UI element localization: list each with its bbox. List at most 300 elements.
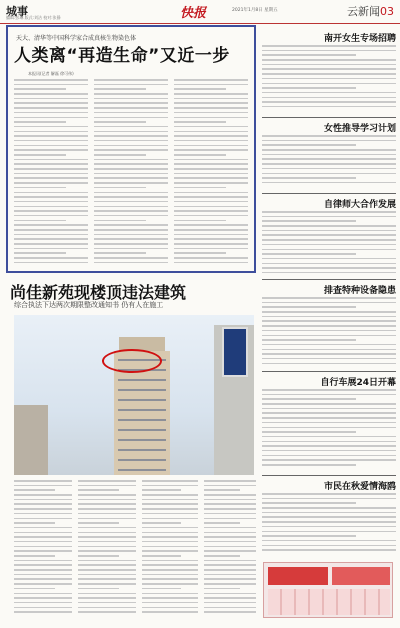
- text-line: [262, 320, 396, 322]
- text-line: [262, 464, 356, 466]
- text-line: [14, 560, 72, 562]
- text-line: [262, 68, 396, 70]
- text-line: [262, 507, 396, 509]
- text-line: [14, 224, 88, 226]
- text-line: [14, 149, 88, 151]
- text-line: [262, 177, 356, 179]
- text-line: [262, 144, 356, 146]
- text-line: [14, 536, 72, 538]
- text-line: [262, 239, 396, 241]
- text-line: [204, 597, 256, 599]
- text-line: [174, 224, 248, 226]
- text-line: [94, 154, 146, 156]
- text-line: [78, 546, 136, 548]
- text-line: [142, 536, 198, 538]
- advertisement[interactable]: [263, 562, 393, 618]
- text-line: [262, 64, 396, 66]
- brief-divider: [262, 475, 396, 476]
- text-line: [94, 187, 146, 189]
- text-line: [174, 262, 248, 264]
- text-line: [94, 84, 168, 86]
- text-line: [14, 578, 72, 580]
- text-line: [94, 248, 168, 250]
- text-line: [94, 262, 168, 264]
- text-line: [14, 215, 88, 217]
- text-line: [142, 607, 198, 609]
- text-line: [174, 140, 248, 142]
- text-line: [262, 349, 396, 351]
- text-line: [94, 234, 168, 236]
- feature-body-col-2: [78, 480, 136, 620]
- text-line: [78, 588, 119, 590]
- text-line: [94, 257, 168, 259]
- text-line: [204, 588, 240, 590]
- text-line: [204, 499, 256, 501]
- text-line: [14, 494, 72, 496]
- text-line: [204, 485, 256, 487]
- ad-banner-right: [332, 567, 390, 585]
- text-line: [262, 54, 356, 56]
- lead-article[interactable]: [6, 25, 256, 273]
- text-line: [204, 518, 256, 520]
- text-line: [142, 518, 198, 520]
- text-line: [142, 494, 198, 496]
- text-line: [78, 560, 136, 562]
- text-line: [262, 83, 396, 85]
- text-line: [14, 602, 72, 604]
- text-line: [262, 441, 396, 443]
- text-line: [174, 243, 248, 245]
- text-line: [262, 389, 396, 391]
- text-line: [174, 84, 248, 86]
- text-line: [78, 574, 136, 576]
- text-line: [262, 445, 396, 447]
- brief-body: [262, 297, 396, 369]
- lead-body-col-3: [174, 79, 248, 267]
- text-line: [14, 121, 66, 123]
- text-line: [78, 583, 136, 585]
- text-line: [262, 311, 396, 313]
- street-sign: [222, 327, 248, 377]
- text-line: [14, 541, 72, 543]
- text-line: [262, 422, 396, 424]
- text-line: [262, 545, 396, 547]
- text-line: [94, 210, 168, 212]
- text-line: [14, 485, 72, 487]
- text-line: [14, 248, 88, 250]
- text-line: [14, 173, 88, 175]
- text-line: [262, 182, 396, 184]
- text-line: [262, 234, 396, 236]
- text-line: [14, 489, 55, 491]
- text-line: [14, 79, 88, 81]
- text-line: [14, 480, 72, 482]
- brief-title[interactable]: 女性推导学习计划: [323, 124, 396, 134]
- text-line: [94, 140, 168, 142]
- lead-headline: 人类离“再造生命”又近一步: [14, 46, 230, 66]
- brief-divider: [262, 279, 396, 280]
- text-line: [14, 555, 55, 557]
- text-line: [94, 163, 168, 165]
- text-line: [78, 555, 119, 557]
- text-line: [204, 489, 240, 491]
- brief-body: [262, 493, 396, 557]
- lead-kicker: 天大、清华等中国科学家合成真核生物染色体: [16, 35, 137, 42]
- text-line: [14, 131, 88, 133]
- text-line: [142, 513, 198, 515]
- lead-body-col-2: [94, 79, 168, 267]
- text-line: [78, 513, 136, 515]
- text-line: [78, 518, 136, 520]
- text-line: [14, 550, 72, 552]
- feature-photo[interactable]: [14, 315, 254, 475]
- text-line: [142, 555, 181, 557]
- text-line: [142, 527, 198, 529]
- text-line: [262, 335, 396, 337]
- text-line: [262, 263, 396, 265]
- text-line: [14, 229, 88, 231]
- brief-title[interactable]: 自律师大合作发展: [323, 200, 396, 210]
- text-line: [204, 522, 240, 524]
- text-line: [78, 485, 136, 487]
- text-line: [174, 79, 248, 81]
- text-line: [262, 498, 396, 500]
- text-line: [204, 480, 256, 482]
- text-line: [94, 145, 168, 147]
- feature-headline[interactable]: 尚佳新苑现楼顶违法建筑: [10, 283, 187, 302]
- text-line: [262, 87, 356, 89]
- issue-date: 2021年1月8日 星期五: [232, 8, 278, 13]
- text-line: [262, 521, 396, 523]
- text-line: [14, 593, 72, 595]
- text-line: [204, 532, 256, 534]
- text-line: [94, 135, 168, 137]
- text-line: [94, 220, 146, 222]
- text-line: [14, 102, 88, 104]
- text-line: [94, 229, 168, 231]
- text-line: [204, 508, 256, 510]
- text-line: [174, 173, 248, 175]
- text-line: [174, 229, 248, 231]
- text-line: [262, 512, 396, 514]
- text-line: [262, 403, 396, 405]
- lead-body-col-1: [14, 79, 88, 267]
- text-line: [14, 88, 66, 90]
- brief-divider: [262, 371, 396, 372]
- text-line: [174, 159, 248, 161]
- text-line: [78, 499, 136, 501]
- text-line: [14, 546, 72, 548]
- text-line: [78, 593, 136, 595]
- text-line: [14, 145, 88, 147]
- text-line: [262, 325, 396, 327]
- text-line: [174, 145, 248, 147]
- text-line: [262, 253, 356, 255]
- text-line: [14, 583, 72, 585]
- text-line: [78, 611, 136, 613]
- text-line: [262, 455, 396, 457]
- text-line: [174, 192, 248, 194]
- text-line: [14, 192, 88, 194]
- brief-body: [262, 135, 396, 191]
- text-line: [262, 149, 396, 151]
- text-line: [142, 583, 198, 585]
- text-line: [14, 201, 88, 203]
- brief-title[interactable]: 市民在秋爱情海鸥: [323, 482, 396, 492]
- text-line: [174, 168, 248, 170]
- text-line: [14, 508, 72, 510]
- text-line: [78, 602, 136, 604]
- text-line: [204, 494, 256, 496]
- brief-title[interactable]: 自行车展24日开幕: [320, 378, 396, 388]
- text-line: [204, 578, 256, 580]
- text-line: [174, 252, 226, 254]
- text-line: [262, 97, 396, 99]
- text-line: [262, 50, 396, 52]
- text-line: [262, 211, 396, 213]
- text-line: [204, 546, 256, 548]
- text-line: [142, 602, 198, 604]
- text-line: [262, 140, 396, 142]
- text-line: [14, 243, 88, 245]
- text-line: [174, 102, 248, 104]
- text-line: [262, 330, 396, 332]
- page-no: 03: [380, 5, 394, 18]
- text-line: [204, 560, 256, 562]
- text-line: [174, 177, 248, 179]
- text-line: [174, 248, 248, 250]
- text-line: [174, 163, 248, 165]
- text-line: [142, 611, 198, 613]
- brief-divider: [262, 193, 396, 194]
- text-line: [14, 522, 55, 524]
- text-line: [262, 526, 396, 528]
- text-line: [14, 499, 72, 501]
- text-line: [142, 588, 181, 590]
- text-line: [14, 210, 88, 212]
- text-line: [262, 516, 396, 518]
- text-line: [262, 353, 396, 355]
- brief-body: [262, 211, 396, 277]
- text-line: [14, 182, 88, 184]
- text-line: [262, 267, 396, 269]
- text-line: [262, 493, 396, 495]
- text-line: [204, 593, 256, 595]
- text-line: [94, 149, 168, 151]
- text-line: [174, 182, 248, 184]
- text-line: [14, 93, 88, 95]
- brief-title[interactable]: 排查特种设备隐患: [323, 286, 396, 296]
- text-line: [262, 216, 396, 218]
- text-line: [94, 107, 168, 109]
- text-line: [174, 88, 226, 90]
- ad-banner-left: [268, 567, 328, 585]
- text-line: [262, 412, 396, 414]
- brief-title[interactable]: 南开女生专场招聘: [323, 34, 396, 44]
- text-line: [204, 527, 256, 529]
- text-line: [94, 112, 168, 114]
- text-line: [262, 459, 396, 461]
- text-line: [142, 485, 198, 487]
- text-line: [78, 541, 136, 543]
- text-line: [262, 78, 396, 80]
- text-line: [262, 316, 396, 318]
- text-line: [204, 536, 256, 538]
- text-line: [94, 252, 146, 254]
- text-line: [14, 84, 88, 86]
- text-line: [262, 398, 356, 400]
- paper-name: 云新闻: [347, 5, 380, 18]
- text-line: [174, 149, 248, 151]
- text-line: [78, 569, 136, 571]
- text-line: [14, 159, 88, 161]
- text-line: [14, 206, 88, 208]
- text-line: [262, 339, 356, 341]
- text-line: [262, 427, 396, 429]
- text-line: [262, 358, 396, 360]
- text-line: [142, 546, 198, 548]
- editor-credits: 编辑:彭琳 版式:刘洁 校对:张静: [6, 15, 61, 20]
- text-line: [262, 244, 396, 246]
- text-line: [204, 513, 256, 515]
- text-line: [262, 249, 396, 251]
- text-line: [94, 215, 168, 217]
- page-header: [0, 0, 400, 24]
- text-line: [174, 107, 248, 109]
- text-line: [262, 272, 396, 274]
- text-line: [142, 593, 198, 595]
- text-line: [94, 98, 168, 100]
- text-line: [14, 262, 88, 264]
- text-line: [94, 196, 168, 198]
- text-line: [94, 131, 168, 133]
- text-line: [78, 564, 136, 566]
- text-line: [14, 569, 72, 571]
- red-highlight-circle: [102, 349, 162, 373]
- text-line: [14, 140, 88, 142]
- text-line: [14, 163, 88, 165]
- text-line: [94, 168, 168, 170]
- left-building: [14, 405, 48, 475]
- text-line: [262, 158, 396, 160]
- text-line: [262, 92, 396, 94]
- text-line: [262, 540, 396, 542]
- text-line: [94, 243, 168, 245]
- text-line: [262, 135, 396, 137]
- text-line: [14, 607, 72, 609]
- text-line: [174, 154, 226, 156]
- text-line: [262, 549, 396, 551]
- text-line: [94, 201, 168, 203]
- text-line: [142, 480, 198, 482]
- text-line: [14, 532, 72, 534]
- text-line: [14, 107, 88, 109]
- text-line: [174, 98, 248, 100]
- text-line: [94, 238, 168, 240]
- text-line: [174, 112, 248, 114]
- text-line: [78, 607, 136, 609]
- text-line: [142, 532, 198, 534]
- text-line: [174, 93, 248, 95]
- text-line: [262, 302, 396, 304]
- text-line: [174, 238, 248, 240]
- text-line: [78, 489, 119, 491]
- text-line: [262, 297, 396, 299]
- text-line: [204, 574, 256, 576]
- text-line: [174, 215, 248, 217]
- text-line: [204, 541, 256, 543]
- text-line: [142, 569, 198, 571]
- text-line: [204, 583, 256, 585]
- text-line: [262, 230, 396, 232]
- text-line: [14, 574, 72, 576]
- text-line: [262, 450, 396, 452]
- text-line: [174, 220, 226, 222]
- text-line: [262, 436, 396, 438]
- text-line: [94, 79, 168, 81]
- text-line: [262, 306, 356, 308]
- brief-body: [262, 45, 396, 115]
- text-line: [204, 503, 256, 505]
- ad-product-strip: [268, 589, 390, 615]
- feature-body-col-1: [14, 480, 72, 620]
- text-line: [174, 201, 248, 203]
- feature-body-col-4: [204, 480, 256, 620]
- text-line: [142, 578, 198, 580]
- text-line: [174, 135, 248, 137]
- text-line: [14, 220, 66, 222]
- feature-subheadline: 综合执法下达两次期限整改通知书 仍有人在施工: [14, 301, 164, 309]
- brand-logo: 快报: [180, 6, 207, 21]
- section-name: 城事: [6, 5, 28, 18]
- text-line: [14, 98, 88, 100]
- text-line: [174, 131, 248, 133]
- text-line: [94, 117, 168, 119]
- feature-body-col-3: [142, 480, 198, 620]
- text-line: [94, 192, 168, 194]
- text-line: [174, 126, 248, 128]
- text-line: [142, 499, 198, 501]
- text-line: [174, 196, 248, 198]
- text-line: [262, 431, 356, 433]
- text-line: [262, 163, 396, 165]
- text-line: [94, 173, 168, 175]
- text-line: [142, 489, 181, 491]
- text-line: [78, 508, 136, 510]
- text-line: [262, 363, 396, 365]
- text-line: [94, 102, 168, 104]
- text-line: [14, 112, 88, 114]
- text-line: [262, 344, 396, 346]
- text-line: [204, 550, 256, 552]
- text-line: [204, 611, 256, 613]
- text-line: [262, 225, 396, 227]
- text-line: [14, 154, 66, 156]
- text-line: [14, 597, 72, 599]
- text-line: [14, 234, 88, 236]
- text-line: [204, 569, 256, 571]
- text-line: [78, 522, 119, 524]
- text-line: [142, 508, 198, 510]
- text-line: [78, 494, 136, 496]
- text-line: [174, 257, 248, 259]
- text-line: [94, 159, 168, 161]
- text-line: [262, 220, 356, 222]
- text-line: [14, 135, 88, 137]
- text-line: [262, 154, 396, 156]
- text-line: [142, 550, 198, 552]
- text-line: [78, 597, 136, 599]
